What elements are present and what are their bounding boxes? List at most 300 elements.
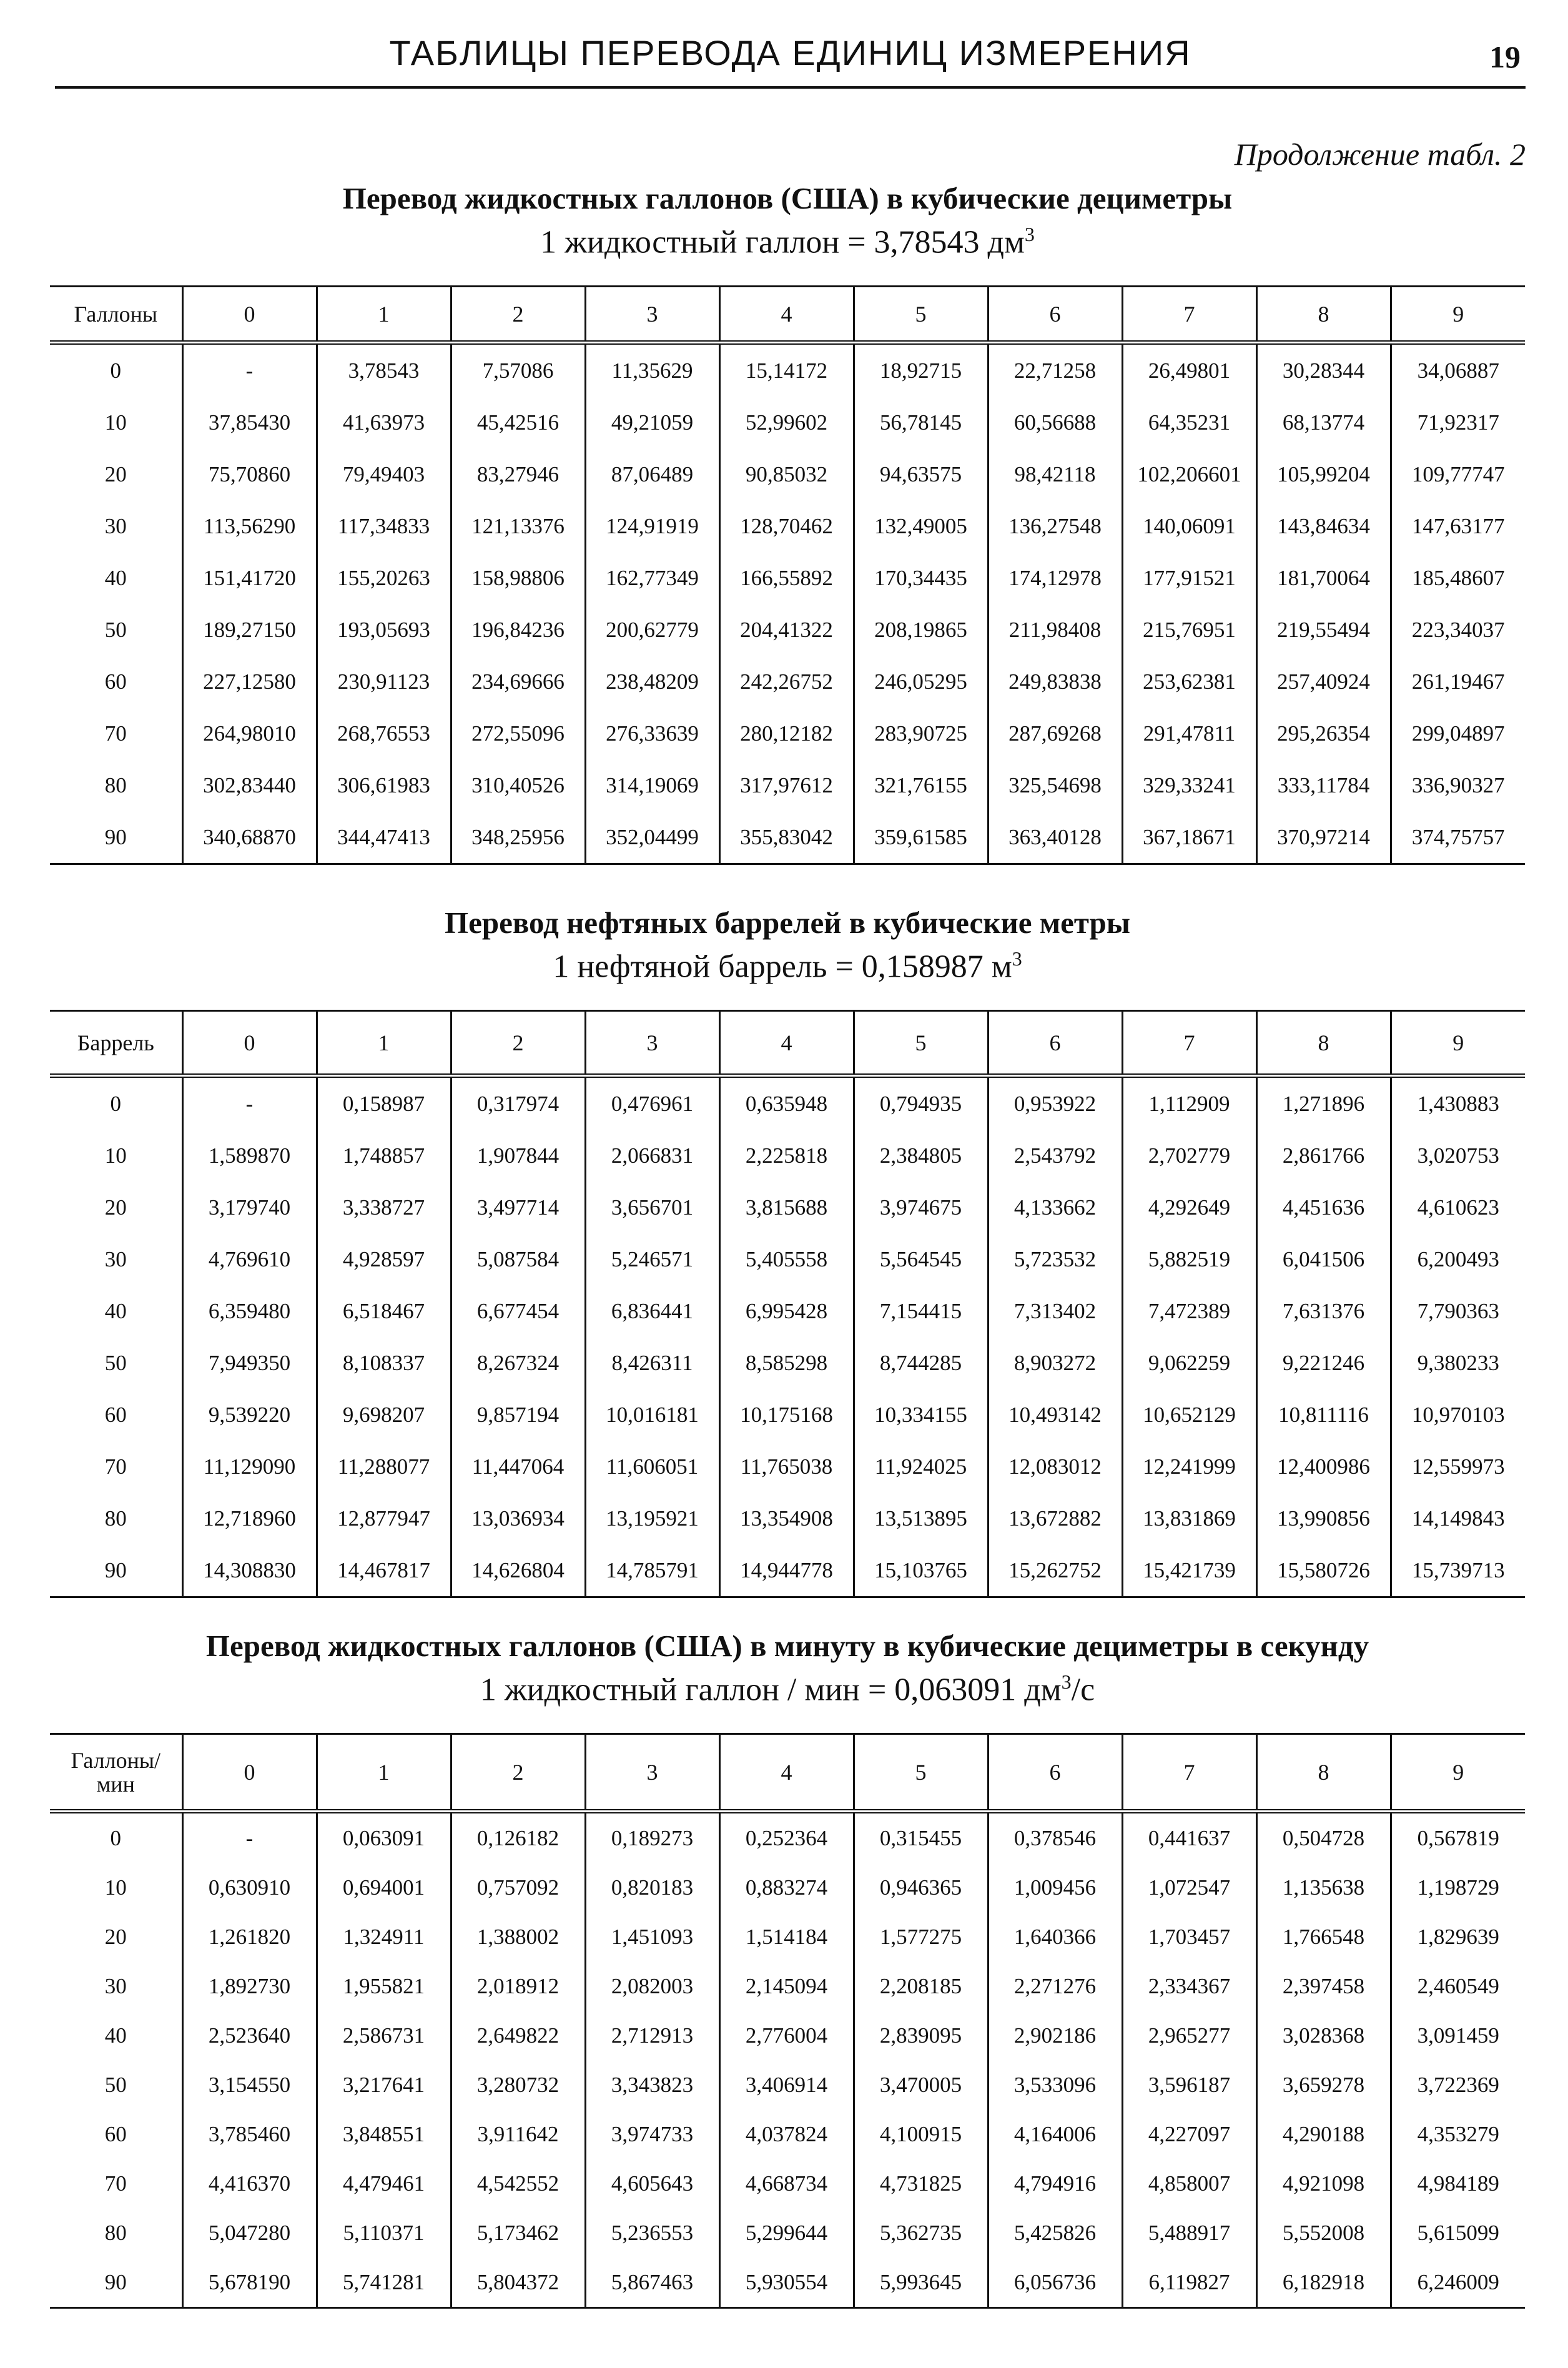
table-cell: 249,83838 bbox=[988, 656, 1122, 708]
row-label: 0 bbox=[110, 1091, 121, 1116]
table-cell: 344,47413 bbox=[317, 811, 451, 864]
table-cell: 325,54698 bbox=[988, 759, 1122, 811]
table-cell: 11,129090 bbox=[182, 1441, 317, 1492]
table-cell: 14,626804 bbox=[451, 1544, 585, 1597]
table-cell: 200,62779 bbox=[585, 604, 719, 656]
table-cell: 56,78145 bbox=[854, 397, 988, 448]
conversion-table bbox=[50, 1733, 1525, 2309]
column-header: 3 bbox=[585, 1011, 719, 1076]
table-cell: 196,84236 bbox=[451, 604, 585, 656]
column-header: 2 bbox=[451, 1734, 585, 1812]
column-header: 0 bbox=[182, 1734, 317, 1812]
table-body bbox=[50, 1076, 1525, 1597]
table-cell: 2,902186 bbox=[988, 2011, 1122, 2060]
column-header: 8 bbox=[1256, 287, 1391, 343]
table-cell: 10,970103 bbox=[1391, 1389, 1525, 1441]
table-cell: - bbox=[182, 1812, 317, 1863]
table-row bbox=[50, 759, 1525, 811]
table-cell: 181,70064 bbox=[1256, 552, 1391, 604]
column-header: 6 bbox=[988, 287, 1122, 343]
table-cell: 1,748857 bbox=[317, 1130, 451, 1182]
table-cell: 13,513895 bbox=[854, 1492, 988, 1544]
row-label: 70 bbox=[104, 721, 127, 746]
table-cell: 215,76951 bbox=[1122, 604, 1256, 656]
table-cell: 75,70860 bbox=[182, 448, 317, 500]
table-cell: 8,585298 bbox=[719, 1337, 854, 1389]
table-cell: 370,97214 bbox=[1256, 811, 1391, 864]
table-cell: 41,63973 bbox=[317, 397, 451, 448]
table-cell: 12,559973 bbox=[1391, 1441, 1525, 1492]
header-divider bbox=[55, 86, 1526, 89]
table-cell: 2,271276 bbox=[988, 1961, 1122, 2011]
table-cell: 5,488917 bbox=[1122, 2208, 1256, 2257]
table-cell: 15,14172 bbox=[719, 343, 854, 397]
table-cell: 6,518467 bbox=[317, 1285, 451, 1337]
table-cell: 317,97612 bbox=[719, 759, 854, 811]
table-cell: 13,036934 bbox=[451, 1492, 585, 1544]
table-cell: 1,892730 bbox=[182, 1961, 317, 2011]
column-header: 0 bbox=[182, 287, 317, 343]
table-cell: 49,21059 bbox=[585, 397, 719, 448]
table-cell: 2,460549 bbox=[1391, 1961, 1525, 2011]
column-header: 9 bbox=[1391, 1734, 1525, 1812]
table-cell: 52,99602 bbox=[719, 397, 854, 448]
table-cell: 230,91123 bbox=[317, 656, 451, 708]
table-row bbox=[50, 2060, 1525, 2109]
table-cell: 6,041506 bbox=[1256, 1233, 1391, 1285]
table-cell: 5,564545 bbox=[854, 1233, 988, 1285]
table-cell: 1,451093 bbox=[585, 1912, 719, 1961]
table-cell: 367,18671 bbox=[1122, 811, 1256, 864]
table-cell: 102,206601 bbox=[1122, 448, 1256, 500]
table-cell: 7,631376 bbox=[1256, 1285, 1391, 1337]
table-cell: 5,425826 bbox=[988, 2208, 1122, 2257]
table-cell: 11,924025 bbox=[854, 1441, 988, 1492]
table-cell: 8,744285 bbox=[854, 1337, 988, 1389]
table-cell: 1,589870 bbox=[182, 1130, 317, 1182]
column-header: 7 bbox=[1122, 1734, 1256, 1812]
table-cell: 2,384805 bbox=[854, 1130, 988, 1182]
table-row bbox=[50, 656, 1525, 708]
table-cell: 348,25956 bbox=[451, 811, 585, 864]
table-cell: 3,028368 bbox=[1256, 2011, 1391, 2060]
table-cell: 9,221246 bbox=[1256, 1337, 1391, 1389]
table-cell: 14,785791 bbox=[585, 1544, 719, 1597]
table-cell: 13,831869 bbox=[1122, 1492, 1256, 1544]
row-label: 30 bbox=[104, 1973, 127, 1998]
table-cell: 12,241999 bbox=[1122, 1441, 1256, 1492]
block-title: Перевод жидкостных галлонов (США) в минуту в кубические дециметры в секунду bbox=[205, 1629, 1369, 1663]
table-row bbox=[50, 604, 1525, 656]
row-label: 50 bbox=[104, 617, 127, 642]
table-cell: 3,974675 bbox=[854, 1182, 988, 1233]
table-row bbox=[50, 1389, 1525, 1441]
row-label: 90 bbox=[104, 824, 127, 849]
table-cell: 14,944778 bbox=[719, 1544, 854, 1597]
table-cell: 363,40128 bbox=[988, 811, 1122, 864]
table-cell: 10,016181 bbox=[585, 1389, 719, 1441]
table-cell: 8,108337 bbox=[317, 1337, 451, 1389]
table-cell: 287,69268 bbox=[988, 708, 1122, 759]
table-cell: 4,921098 bbox=[1256, 2159, 1391, 2208]
table-cell: 13,990856 bbox=[1256, 1492, 1391, 1544]
table-cell: 1,198729 bbox=[1391, 1863, 1525, 1912]
column-header: 2 bbox=[451, 287, 585, 343]
table-cell: 336,90327 bbox=[1391, 759, 1525, 811]
table-cell: 30,28344 bbox=[1256, 343, 1391, 397]
table-cell: 12,877947 bbox=[317, 1492, 451, 1544]
table-cell: 6,056736 bbox=[988, 2257, 1122, 2308]
table-cell: 2,066831 bbox=[585, 1130, 719, 1182]
table-cell: 306,61983 bbox=[317, 759, 451, 811]
table-cell: 10,493142 bbox=[988, 1389, 1122, 1441]
table-row bbox=[50, 1863, 1525, 1912]
table-cell: 0,315455 bbox=[854, 1812, 988, 1863]
table-cell: 162,77349 bbox=[585, 552, 719, 604]
table-cell: 174,12978 bbox=[988, 552, 1122, 604]
table-header-row bbox=[50, 287, 1525, 343]
row-label: 90 bbox=[104, 1557, 127, 1582]
block-formula bbox=[50, 940, 1525, 985]
table-cell: 15,262752 bbox=[988, 1544, 1122, 1597]
formula-text: 1 нефтяной баррель = 0,158987 м bbox=[553, 949, 1012, 985]
row-label: 50 bbox=[104, 2072, 127, 2097]
table-cell: 5,246571 bbox=[585, 1233, 719, 1285]
table-cell: 253,62381 bbox=[1122, 656, 1256, 708]
table-cell: 71,92317 bbox=[1391, 397, 1525, 448]
row-label: 70 bbox=[104, 2171, 127, 2196]
table-cell: 264,98010 bbox=[182, 708, 317, 759]
table-cell: 355,83042 bbox=[719, 811, 854, 864]
conversion-table bbox=[50, 285, 1525, 865]
table-cell: 208,19865 bbox=[854, 604, 988, 656]
column-header: 9 bbox=[1391, 287, 1525, 343]
table-cell: 11,765038 bbox=[719, 1441, 854, 1492]
table-cell: 0,820183 bbox=[585, 1863, 719, 1912]
row-label: 20 bbox=[104, 1195, 127, 1220]
table-cell: 3,217641 bbox=[317, 2060, 451, 2109]
table-cell: 5,678190 bbox=[182, 2257, 317, 2308]
table-cell: 295,26354 bbox=[1256, 708, 1391, 759]
table-cell: 352,04499 bbox=[585, 811, 719, 864]
table-row bbox=[50, 2011, 1525, 2060]
table-cell: 283,90725 bbox=[854, 708, 988, 759]
table-cell: 3,974733 bbox=[585, 2109, 719, 2159]
column-header: 9 bbox=[1391, 1011, 1525, 1076]
table-cell: 4,353279 bbox=[1391, 2109, 1525, 2159]
table-cell: 11,288077 bbox=[317, 1441, 451, 1492]
table-cell: 3,338727 bbox=[317, 1182, 451, 1233]
table-cell: 3,497714 bbox=[451, 1182, 585, 1233]
table-row bbox=[50, 2208, 1525, 2257]
row-label: 60 bbox=[104, 1402, 127, 1427]
table-cell: 158,98806 bbox=[451, 552, 585, 604]
table-cell: 3,154550 bbox=[182, 2060, 317, 2109]
table-cell: 4,133662 bbox=[988, 1182, 1122, 1233]
table-cell: 1,261820 bbox=[182, 1912, 317, 1961]
table-cell: 2,965277 bbox=[1122, 2011, 1256, 2060]
table-cell: 0,694001 bbox=[317, 1863, 451, 1912]
table-cell: 15,421739 bbox=[1122, 1544, 1256, 1597]
table-cell: 2,145094 bbox=[719, 1961, 854, 2011]
table-cell: 1,072547 bbox=[1122, 1863, 1256, 1912]
table-cell: 5,362735 bbox=[854, 2208, 988, 2257]
table-header-row bbox=[50, 1011, 1525, 1076]
table-cell: 5,615099 bbox=[1391, 2208, 1525, 2257]
table-cell: 45,42516 bbox=[451, 397, 585, 448]
table-cell: 276,33639 bbox=[585, 708, 719, 759]
table-cell: 5,723532 bbox=[988, 1233, 1122, 1285]
table-cell: 140,06091 bbox=[1122, 500, 1256, 552]
table-cell: 6,182918 bbox=[1256, 2257, 1391, 2308]
table-cell: 147,63177 bbox=[1391, 500, 1525, 552]
table-cell: 268,76553 bbox=[317, 708, 451, 759]
table-cell: 12,400986 bbox=[1256, 1441, 1391, 1492]
conversion-block-gallons-per-minute bbox=[50, 1629, 1525, 2309]
column-header: 6 bbox=[988, 1011, 1122, 1076]
table-cell: 2,839095 bbox=[854, 2011, 988, 2060]
formula-text: 1 жидкостный галлон = 3,78543 дм bbox=[540, 224, 1025, 260]
table-cell: 1,829639 bbox=[1391, 1912, 1525, 1961]
table-cell: 7,949350 bbox=[182, 1337, 317, 1389]
table-cell: 0,953922 bbox=[988, 1076, 1122, 1130]
row-label: 40 bbox=[104, 565, 127, 590]
column-header: 5 bbox=[854, 287, 988, 343]
table-cell: 1,640366 bbox=[988, 1912, 1122, 1961]
column-header: 5 bbox=[854, 1734, 988, 1812]
table-cell: 3,848551 bbox=[317, 2109, 451, 2159]
table-cell: 0,794935 bbox=[854, 1076, 988, 1130]
formula-tail: /с bbox=[1071, 1672, 1095, 1708]
table-row bbox=[50, 1812, 1525, 1863]
table-cell: 5,993645 bbox=[854, 2257, 988, 2308]
column-header: 3 bbox=[585, 1734, 719, 1812]
table-cell: 3,020753 bbox=[1391, 1130, 1525, 1182]
table-cell: 4,479461 bbox=[317, 2159, 451, 2208]
table-cell: 109,77747 bbox=[1391, 448, 1525, 500]
table-cell: 14,467817 bbox=[317, 1544, 451, 1597]
table-cell: 6,995428 bbox=[719, 1285, 854, 1337]
table-cell: 113,56290 bbox=[182, 500, 317, 552]
table-cell: 3,815688 bbox=[719, 1182, 854, 1233]
table-cell: 1,009456 bbox=[988, 1863, 1122, 1912]
table-cell: 302,83440 bbox=[182, 759, 317, 811]
table-cell: 4,769610 bbox=[182, 1233, 317, 1285]
column-header: 8 bbox=[1256, 1011, 1391, 1076]
table-cell: 128,70462 bbox=[719, 500, 854, 552]
table-cell: 1,703457 bbox=[1122, 1912, 1256, 1961]
table-cell: 1,271896 bbox=[1256, 1076, 1391, 1130]
table-cell: 5,882519 bbox=[1122, 1233, 1256, 1285]
table-cell: 0,317974 bbox=[451, 1076, 585, 1130]
table-cell: 329,33241 bbox=[1122, 759, 1256, 811]
table-cell: 105,99204 bbox=[1256, 448, 1391, 500]
table-cell: 10,811116 bbox=[1256, 1389, 1391, 1441]
table-cell: 314,19069 bbox=[585, 759, 719, 811]
row-label: 80 bbox=[104, 772, 127, 797]
table-cell: 0,504728 bbox=[1256, 1812, 1391, 1863]
row-label: 80 bbox=[104, 2220, 127, 2245]
table-cell: 227,12580 bbox=[182, 656, 317, 708]
table-cell: 0,252364 bbox=[719, 1812, 854, 1863]
table-cell: 37,85430 bbox=[182, 397, 317, 448]
table-cell: 0,126182 bbox=[451, 1812, 585, 1863]
block-title: Перевод нефтяных баррелей в кубические метры bbox=[444, 905, 1131, 940]
column-header: 7 bbox=[1122, 287, 1256, 343]
table-row bbox=[50, 448, 1525, 500]
formula-exponent: 3 bbox=[1024, 223, 1035, 245]
table-cell: 0,883274 bbox=[719, 1863, 854, 1912]
table-cell: 234,69666 bbox=[451, 656, 585, 708]
table-cell: 272,55096 bbox=[451, 708, 585, 759]
table-cell: 13,354908 bbox=[719, 1492, 854, 1544]
table-row bbox=[50, 2159, 1525, 2208]
table-cell: 2,334367 bbox=[1122, 1961, 1256, 2011]
row-label: 50 bbox=[104, 1350, 127, 1375]
table-cell: 6,359480 bbox=[182, 1285, 317, 1337]
table-cell: 8,903272 bbox=[988, 1337, 1122, 1389]
table-cell: 2,018912 bbox=[451, 1961, 585, 2011]
table-cell: 94,63575 bbox=[854, 448, 988, 500]
table-row bbox=[50, 500, 1525, 552]
table-cell: 193,05693 bbox=[317, 604, 451, 656]
table-cell: 5,087584 bbox=[451, 1233, 585, 1285]
table-cell: 2,523640 bbox=[182, 2011, 317, 2060]
table-cell: 4,731825 bbox=[854, 2159, 988, 2208]
table-row bbox=[50, 1544, 1525, 1597]
table-cell: - bbox=[182, 343, 317, 397]
table-cell: 9,539220 bbox=[182, 1389, 317, 1441]
table-row bbox=[50, 397, 1525, 448]
table-cell: 15,580726 bbox=[1256, 1544, 1391, 1597]
table-cell: 4,794916 bbox=[988, 2159, 1122, 2208]
table-cell: 5,552008 bbox=[1256, 2208, 1391, 2257]
table-cell: 0,757092 bbox=[451, 1863, 585, 1912]
table-cell: 4,610623 bbox=[1391, 1182, 1525, 1233]
corner-header: Баррель bbox=[50, 1011, 182, 1076]
formula-text: 1 жидкостный галлон / мин = 0,063091 дм bbox=[480, 1672, 1062, 1708]
column-header: 1 bbox=[317, 1734, 451, 1812]
table-cell: 4,227097 bbox=[1122, 2109, 1256, 2159]
table-cell: 1,135638 bbox=[1256, 1863, 1391, 1912]
running-title: ТАБЛИЦЫ ПЕРЕВОДА ЕДИНИЦ ИЗМЕРЕНИЯ bbox=[389, 33, 1191, 72]
table-cell: 170,34435 bbox=[854, 552, 988, 604]
formula-exponent: 3 bbox=[1012, 947, 1022, 970]
table-cell: 0,946365 bbox=[854, 1863, 988, 1912]
column-header: 7 bbox=[1122, 1011, 1256, 1076]
table-cell: 2,208185 bbox=[854, 1961, 988, 2011]
table-row bbox=[50, 1492, 1525, 1544]
page-number: 19 bbox=[1489, 39, 1521, 74]
table-cell: 321,76155 bbox=[854, 759, 988, 811]
table-cell: 4,858007 bbox=[1122, 2159, 1256, 2208]
table-cell: 299,04897 bbox=[1391, 708, 1525, 759]
table-cell: 211,98408 bbox=[988, 604, 1122, 656]
table-cell: 3,78543 bbox=[317, 343, 451, 397]
table-cell: 7,154415 bbox=[854, 1285, 988, 1337]
table-cell: 374,75757 bbox=[1391, 811, 1525, 864]
row-label: 30 bbox=[104, 513, 127, 538]
row-label: 70 bbox=[104, 1454, 127, 1479]
table-cell: 6,200493 bbox=[1391, 1233, 1525, 1285]
table-row bbox=[50, 1182, 1525, 1233]
table-cell: 136,27548 bbox=[988, 500, 1122, 552]
table-cell: 132,49005 bbox=[854, 500, 988, 552]
table-cell: 98,42118 bbox=[988, 448, 1122, 500]
table-cell: 121,13376 bbox=[451, 500, 585, 552]
running-header bbox=[55, 25, 1526, 86]
table-cell: 5,299644 bbox=[719, 2208, 854, 2257]
table-cell: 26,49801 bbox=[1122, 343, 1256, 397]
column-header: 6 bbox=[988, 1734, 1122, 1812]
table-cell: 7,57086 bbox=[451, 343, 585, 397]
table-cell: 1,112909 bbox=[1122, 1076, 1256, 1130]
table-cell: 261,19467 bbox=[1391, 656, 1525, 708]
table-cell: 8,267324 bbox=[451, 1337, 585, 1389]
table-cell: 8,426311 bbox=[585, 1337, 719, 1389]
table-cell: 0,635948 bbox=[719, 1076, 854, 1130]
table-cell: 3,280732 bbox=[451, 2060, 585, 2109]
table-cell: 204,41322 bbox=[719, 604, 854, 656]
table-cell: 64,35231 bbox=[1122, 397, 1256, 448]
table-cell: 4,037824 bbox=[719, 2109, 854, 2159]
table-cell: 189,27150 bbox=[182, 604, 317, 656]
table-cell: 4,605643 bbox=[585, 2159, 719, 2208]
column-header: 4 bbox=[719, 1011, 854, 1076]
corner-header: Галлоны/ мин bbox=[50, 1734, 182, 1812]
table-cell: 5,804372 bbox=[451, 2257, 585, 2308]
row-label: 40 bbox=[104, 2023, 127, 2048]
table-cell: 87,06489 bbox=[585, 448, 719, 500]
table-cell: 0,441637 bbox=[1122, 1812, 1256, 1863]
table-cell: 3,785460 bbox=[182, 2109, 317, 2159]
table-cell: 3,091459 bbox=[1391, 2011, 1525, 2060]
table-cell: 6,677454 bbox=[451, 1285, 585, 1337]
table-cell: 3,179740 bbox=[182, 1182, 317, 1233]
table-cell: 6,836441 bbox=[585, 1285, 719, 1337]
table-cell: 2,586731 bbox=[317, 2011, 451, 2060]
table-cell: 3,722369 bbox=[1391, 2060, 1525, 2109]
table-cell: 18,92715 bbox=[854, 343, 988, 397]
table-cell: 15,739713 bbox=[1391, 1544, 1525, 1597]
table-cell: 3,659278 bbox=[1256, 2060, 1391, 2109]
table-cell: 14,308830 bbox=[182, 1544, 317, 1597]
table-cell: 5,110371 bbox=[317, 2208, 451, 2257]
table-row bbox=[50, 1285, 1525, 1337]
corner-header: Галлоны bbox=[50, 287, 182, 343]
table-cell: 7,790363 bbox=[1391, 1285, 1525, 1337]
table-cell: 2,649822 bbox=[451, 2011, 585, 2060]
row-label: 0 bbox=[110, 1825, 121, 1850]
column-header: 1 bbox=[317, 1011, 451, 1076]
table-cell: 242,26752 bbox=[719, 656, 854, 708]
table-cell: 60,56688 bbox=[988, 397, 1122, 448]
table-cell: 333,11784 bbox=[1256, 759, 1391, 811]
table-cell: 4,928597 bbox=[317, 1233, 451, 1285]
table-cell: 3,343823 bbox=[585, 2060, 719, 2109]
table-continuation-note: Продолжение табл. 2 bbox=[1234, 137, 1526, 172]
row-label: 30 bbox=[104, 1246, 127, 1271]
table-cell: 4,451636 bbox=[1256, 1182, 1391, 1233]
table-cell: 2,397458 bbox=[1256, 1961, 1391, 2011]
table-cell: 5,236553 bbox=[585, 2208, 719, 2257]
conversion-block-barrels bbox=[50, 905, 1525, 1598]
column-header: 2 bbox=[451, 1011, 585, 1076]
table-cell: 1,388002 bbox=[451, 1912, 585, 1961]
table-cell: 1,514184 bbox=[719, 1912, 854, 1961]
table-cell: 3,911642 bbox=[451, 2109, 585, 2159]
table-cell: 2,861766 bbox=[1256, 1130, 1391, 1182]
